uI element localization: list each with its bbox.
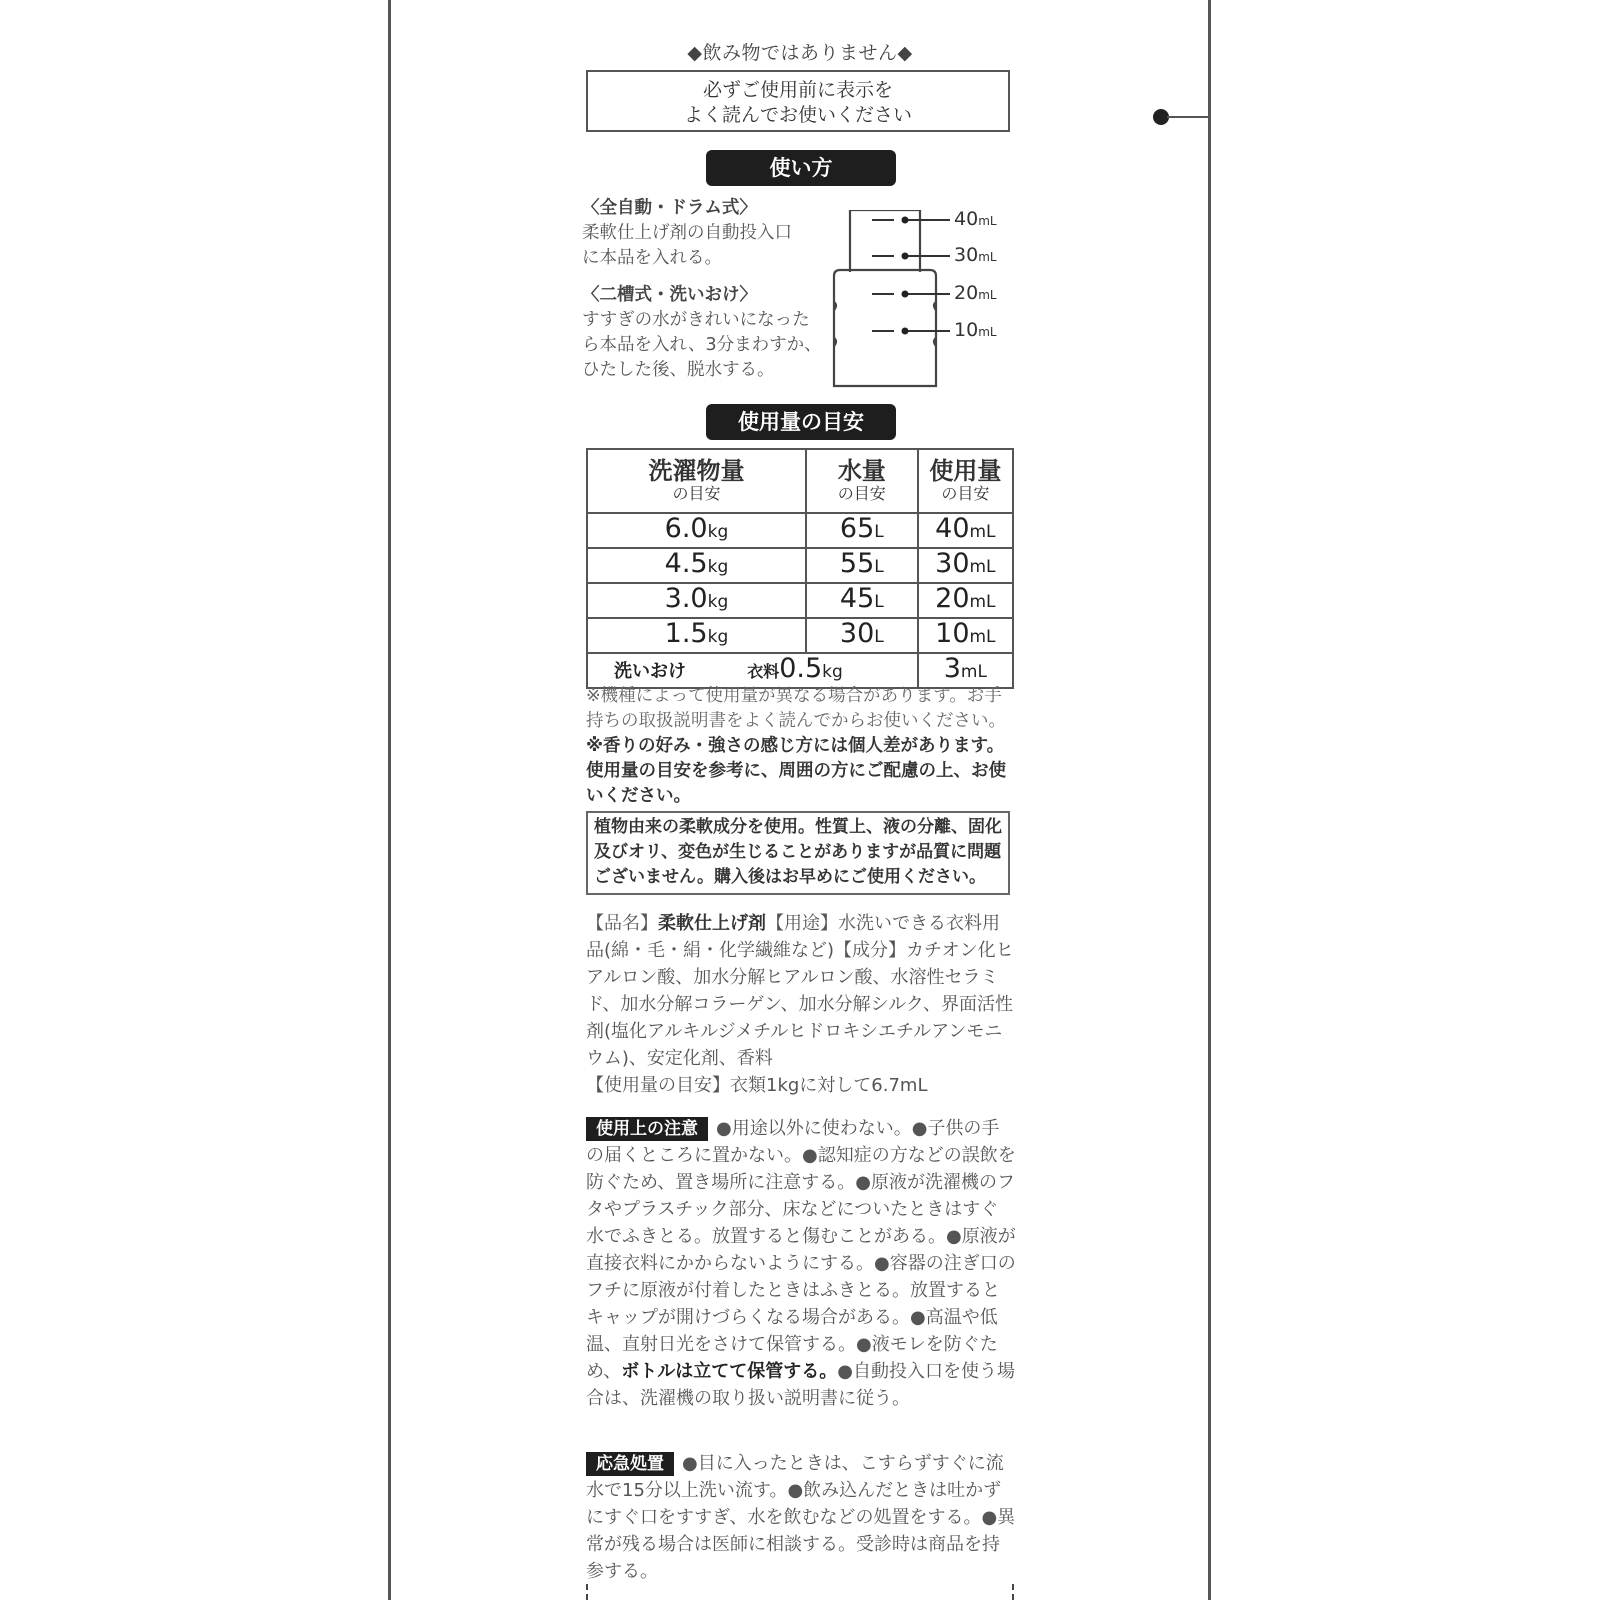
method-heading: 〈全自動・ドラム式〉: [582, 198, 757, 218]
method-twin-tub: [582, 283, 842, 383]
amount-guide-title: 使用量の目安: [706, 404, 896, 440]
laundry-cell: 6.0kg: [587, 513, 806, 548]
cap-mark-30: 30mL: [954, 244, 997, 266]
method-automatic-drum: [582, 196, 842, 271]
plant-origin-notice-box: 植物由来の柔軟成分を使用。性質上、液の分離、固化及びオリ、変色が生じることがありますが品質に問題ございません。購入後はお早めにご使用ください。: [586, 811, 1010, 895]
tub-label: 洗いおけ: [614, 661, 686, 682]
water-cell: 65L: [806, 513, 918, 548]
notice-line-2: よく読んでお使いください: [683, 104, 912, 126]
dose-cell: 20mL: [918, 583, 1013, 618]
method-text-line: に本品を入れる。: [582, 248, 722, 268]
cut-line-left: [586, 1584, 590, 1600]
first-aid: 応急処置 ●目に入ったときは、こすらずすぐに流水で15分以上洗い流す。●飲み込んだときは吐かずにすぐ口をすすぎ、水を飲むなどの処置をする。●異常が残る場合は医師に相談する。受診時は商品を持参する。: [586, 1453, 1016, 1582]
tub-cell: 洗いおけ 衣料0.5kg: [587, 653, 918, 688]
panel-fold-line-right: [1208, 0, 1211, 1600]
cap-mark-40: 40mL: [954, 208, 997, 230]
usage-cautions: 使用上の注意 ●用途以外に使わない。●子供の手の届くところに置かない。●認知症の方などの誤飲を防ぐため、置き場所に注意する。●原液が洗濯機のフタやプラスチック部分、床などについたときはすぐ水でふきとる。放置すると傷むことがある。●原液が直接衣料にかからないようにする。●容器の注ぎ口のフチに原液が付着したときはふきとる。放置するとキャップが開けづらくなる場合がある。●高温や低温、直射日光をさけて保管する。●液モレを防ぐため、ボトルは立てて保管する。●自動投入口を使う場合は、洗濯機の取り扱い説明書に従う。: [586, 1118, 1016, 1409]
water-cell: 55L: [806, 548, 918, 583]
not-a-drink-warning: ◆飲み物ではありません◆: [687, 42, 913, 64]
method-text-line: ら本品を入れ、3分まわすか、: [582, 335, 822, 355]
water-cell: 30L: [806, 618, 918, 653]
panel-fold-line-left: [388, 0, 391, 1600]
dose-cell: 10mL: [918, 618, 1013, 653]
header-laundry: 洗濯物量 の目安: [587, 449, 806, 513]
dose-cell: 40mL: [918, 513, 1013, 548]
water-cell: 45L: [806, 583, 918, 618]
table-header-row: [587, 449, 1013, 513]
first-aid-tag: 応急処置: [586, 1452, 674, 1476]
howto-section-title: 使い方: [706, 150, 896, 186]
cap-mark-10: 10mL: [954, 319, 997, 341]
table-row: [587, 513, 1013, 548]
leader-line-marker: [1153, 109, 1209, 125]
leader-line: [1167, 116, 1209, 118]
header-dose: 使用量 の目安: [918, 449, 1013, 513]
dosage-table: [586, 448, 1014, 689]
dose-cell: 3mL: [918, 653, 1013, 688]
laundry-cell: 3.0kg: [587, 583, 806, 618]
laundry-cell: 1.5kg: [587, 618, 806, 653]
method-heading: 〈二槽式・洗いおけ〉: [582, 285, 757, 305]
measuring-cap-diagram: [832, 210, 1022, 390]
table-row: [587, 548, 1013, 583]
laundry-cell: 4.5kg: [587, 548, 806, 583]
dose-cell: 30mL: [918, 548, 1013, 583]
read-before-use-box: [586, 70, 1010, 132]
table-row: [587, 583, 1013, 618]
table-row: [587, 618, 1013, 653]
method-text-line: ひたした後、脱水する。: [582, 360, 775, 380]
method-text-line: 柔軟仕上げ剤の自動投入口: [582, 223, 792, 243]
product-info: 【品名】柔軟仕上げ剤【用途】水洗いできる衣料用品(綿・毛・絹・化学繊維など)【成分】カチオン化ヒアルロン酸、加水分解ヒアルロン酸、水溶性セラミド、加水分解コラーゲン、加水分解シルク、界面活性剤(塩化アルキルジメチルヒドロキシエチルアンモニウム)、安定化剤、香料 【使用量の目安】衣類1kgに対して6.7mL: [586, 913, 1014, 1096]
table-row-tub: [587, 653, 1013, 688]
clothes-prefix: 衣料: [747, 662, 780, 681]
cut-line-right: [1012, 1584, 1016, 1600]
notice-line-1: 必ずご使用前に表示を: [702, 79, 893, 101]
cap-mark-20: 20mL: [954, 282, 997, 304]
caution-tag: 使用上の注意: [586, 1117, 708, 1141]
header-water: 水量 の目安: [806, 449, 918, 513]
method-text-line: すすぎの水がきれいになった: [582, 310, 810, 330]
usage-note: ※機種によって使用量が異なる場合があります。お手持ちの取扱説明書をよく読んでからお使いください。※香りの好み・強さの感じ方には個人差があります。使用量の目安を参考に、周囲の方にご配慮の上、お使いください。: [586, 686, 1006, 806]
